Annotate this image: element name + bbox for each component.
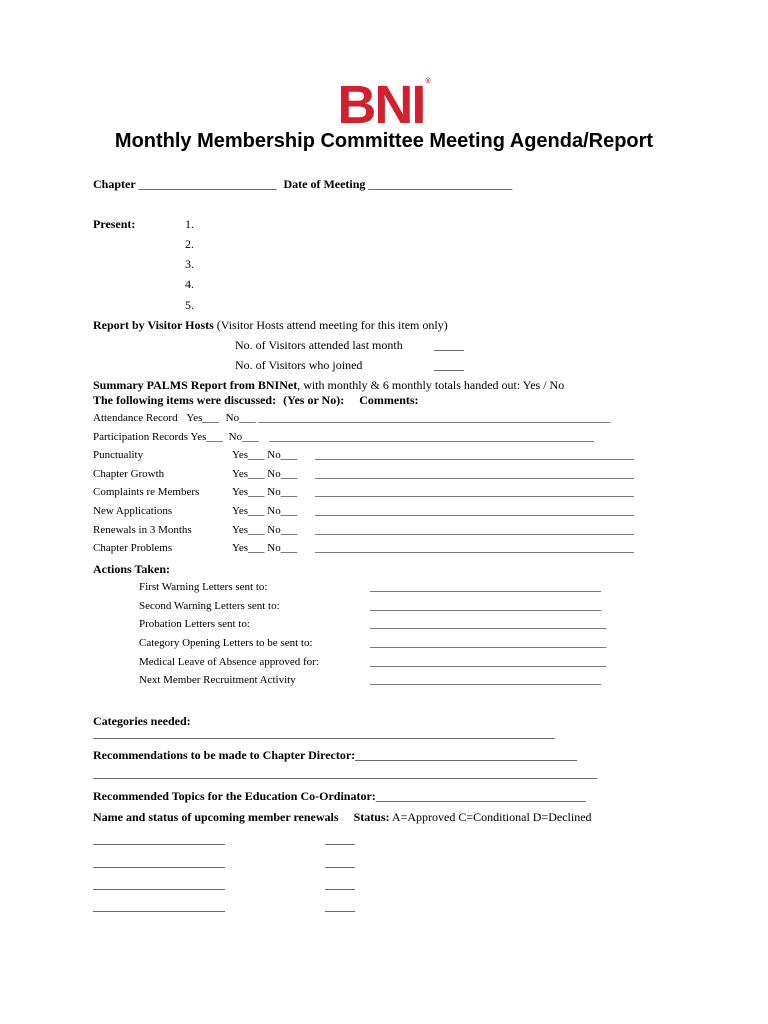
yes-field[interactable]: Yes___ — [232, 505, 265, 517]
action-label: First Warning Letters sent to: — [139, 581, 268, 593]
present-number-4: 4. — [185, 277, 194, 291]
chapter-label: Chapter — [93, 177, 136, 191]
education-label: Recommended Topics for the Education Co-Ordinator: — [93, 789, 376, 803]
visitor-hosts-note: (Visitor Hosts attend meeting for this item only) — [216, 318, 448, 332]
no-field[interactable]: No___ — [267, 486, 298, 498]
visitors-attended-label: No. of Visitors attended last month — [235, 338, 403, 352]
renewal-status-field[interactable]: _____ — [325, 877, 355, 891]
yes-field[interactable]: Yes___ — [232, 468, 265, 480]
actions-taken-label: Actions Taken: — [93, 562, 171, 576]
renewals-label: Name and status of upcoming member renewals — [93, 810, 339, 824]
chapter-date-line — [93, 177, 512, 192]
no-field[interactable]: No___ — [225, 412, 256, 424]
action-field[interactable]: __________________________________________ — [370, 674, 601, 686]
list-item-label: Complaints re Members — [93, 486, 200, 498]
categories-field[interactable]: _____________________________________________________________________________ — [93, 726, 555, 740]
comment-field[interactable]: __________________________________________________________ — [315, 505, 634, 517]
no-field[interactable]: No___ — [267, 468, 298, 480]
comment-field[interactable]: __________________________________________________________ — [315, 468, 634, 480]
list-item-label: Chapter Growth — [93, 468, 165, 480]
visitors-attended-field[interactable]: _____ — [434, 338, 464, 352]
yes-no-label: (Yes or No): — [283, 393, 345, 407]
visitors-joined-label: No. of Visitors who joined — [235, 358, 363, 372]
action-label: Second Warning Letters sent to: — [139, 600, 280, 612]
discussed-label: The following items were discussed: — [93, 393, 277, 407]
status-label: Status: — [353, 810, 390, 824]
status-legend: A=Approved C=Conditional D=Declined — [391, 810, 592, 824]
yes-field[interactable]: Yes___ — [186, 412, 219, 424]
action-field[interactable]: ___________________________________________ — [370, 656, 607, 668]
list-item — [93, 412, 610, 424]
renewal-name-field[interactable]: ______________________ — [93, 832, 225, 846]
no-field[interactable]: No___ — [267, 449, 298, 461]
palms-label: Summary PALMS Report from BNINet — [93, 378, 298, 392]
palms-line — [93, 378, 564, 393]
no-field[interactable]: No___ — [228, 431, 259, 443]
yes-no-fields — [232, 524, 297, 536]
no-field[interactable]: No___ — [267, 542, 298, 554]
renewal-name-field[interactable]: ______________________ — [93, 899, 225, 913]
recommendations-line — [93, 748, 577, 763]
renewal-status-field[interactable]: _____ — [325, 899, 355, 913]
comment-field[interactable]: __________________________________________________________ — [315, 449, 634, 461]
recommendations-label: Recommendations to be made to Chapter Director: — [93, 748, 356, 762]
visitor-hosts-heading — [93, 318, 448, 333]
date-field[interactable]: ________________________ — [368, 177, 513, 191]
comment-field[interactable]: __________________________________________________________ — [315, 542, 634, 554]
yes-field[interactable]: Yes___ — [232, 449, 265, 461]
action-label: Probation Letters sent to: — [139, 618, 250, 630]
bni-logo — [0, 75, 768, 135]
item-label: Attendance Record — [93, 412, 178, 424]
present-label: Present: — [93, 217, 136, 231]
page-title: Monthly Membership Committee Meeting Agenda/Report — [114, 130, 654, 152]
yes-field[interactable]: Yes___ — [232, 524, 265, 536]
renewal-status-field[interactable]: _____ — [325, 832, 355, 846]
yes-no-fields — [232, 468, 297, 480]
discussed-heading — [93, 393, 419, 408]
no-field[interactable]: No___ — [267, 524, 298, 536]
comments-label: Comments: — [359, 393, 419, 407]
present-number-2: 2. — [185, 237, 194, 251]
renewal-name-field[interactable]: ______________________ — [93, 877, 225, 891]
education-field[interactable]: ___________________________________ — [375, 789, 586, 803]
comment-field[interactable]: ________________________________________________________________ — [258, 412, 611, 424]
recommendations-field[interactable]: _____________________________________ — [355, 748, 578, 762]
visitors-joined-field[interactable]: _____ — [434, 358, 464, 372]
action-label: Medical Leave of Absence approved for: — [139, 656, 319, 668]
categories-label: Categories needed: — [93, 714, 191, 728]
action-field[interactable]: ___________________________________________ — [370, 637, 607, 649]
yes-field[interactable]: Yes___ — [232, 486, 265, 498]
logo-text: BNI — [337, 75, 425, 135]
present-number-1: 1. — [185, 217, 194, 231]
list-item — [93, 431, 594, 443]
recommendations-extra-field[interactable]: ____________________________________________________________________________________ — [93, 766, 597, 780]
action-label: Category Opening Letters to be sent to: — [139, 637, 313, 649]
action-field[interactable]: __________________________________________ — [370, 581, 601, 593]
list-item-label: Chapter Problems — [93, 542, 173, 554]
comment-field[interactable]: __________________________________________________________ — [315, 486, 634, 498]
action-field[interactable]: __________________________________________ — [370, 600, 601, 612]
present-number-5: 5. — [185, 298, 194, 312]
list-item-label: Renewals in 3 Months — [93, 524, 192, 536]
list-item-label: New Applications — [93, 505, 173, 517]
chapter-field[interactable]: _______________________ — [138, 177, 277, 191]
date-label: Date of Meeting — [283, 177, 366, 191]
renewals-heading — [93, 810, 592, 825]
item-label: Participation Records — [93, 431, 189, 443]
no-field[interactable]: No___ — [267, 505, 298, 517]
registered-mark: ® — [425, 78, 431, 85]
comment-field[interactable]: __________________________________________________________ — [315, 524, 634, 536]
action-field[interactable]: ___________________________________________ — [370, 618, 607, 630]
yes-no-fields — [232, 486, 297, 498]
present-number-3: 3. — [185, 257, 194, 271]
renewal-status-field[interactable]: _____ — [325, 855, 355, 869]
palms-note: , with monthly & 6 monthly totals handed out: Yes / No — [297, 378, 565, 392]
yes-no-fields — [232, 505, 297, 517]
yes-field[interactable]: Yes___ — [190, 431, 223, 443]
education-line — [93, 789, 586, 804]
yes-field[interactable]: Yes___ — [232, 542, 265, 554]
renewal-name-field[interactable]: ______________________ — [93, 855, 225, 869]
yes-no-fields — [232, 542, 297, 554]
comment-field[interactable]: ___________________________________________________________ — [269, 431, 594, 443]
visitor-hosts-label: Report by Visitor Hosts — [93, 318, 214, 332]
action-label: Next Member Recruitment Activity — [139, 674, 296, 686]
list-item-label: Punctuality — [93, 449, 144, 461]
yes-no-fields — [232, 449, 297, 461]
